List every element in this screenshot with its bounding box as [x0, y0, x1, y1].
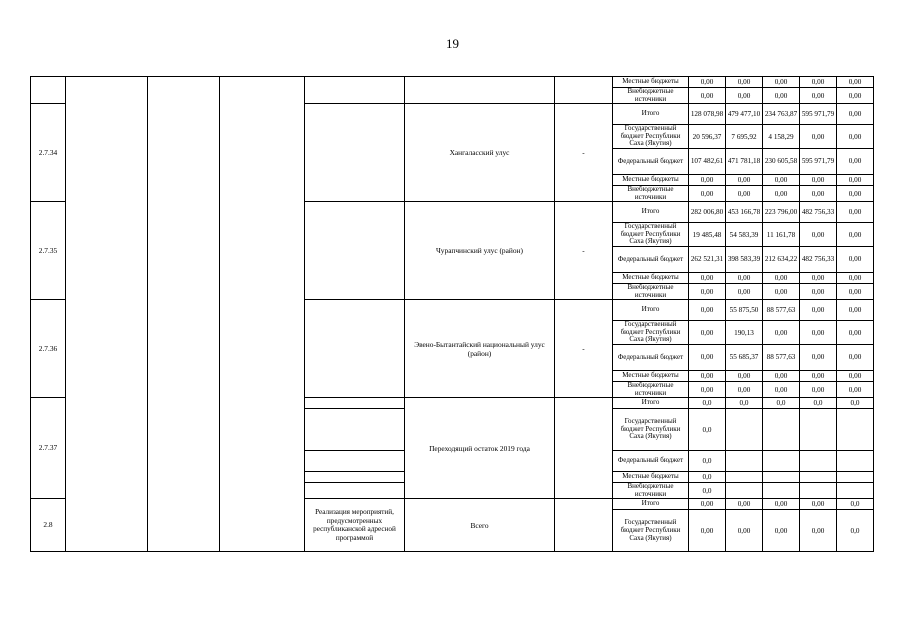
value-cell: 0,00: [689, 321, 726, 345]
section-name: Всего: [405, 499, 555, 552]
value-cell: 0,00: [689, 88, 726, 104]
value-cell: 0,00: [726, 185, 763, 201]
value-cell: 0,00: [800, 272, 837, 283]
empty-cell: [405, 77, 555, 104]
value-cell: 0,00: [726, 381, 763, 397]
value-cell: 0,00: [837, 104, 874, 125]
value-cell: 0,00: [800, 344, 837, 370]
source-label: Итого: [613, 499, 689, 510]
value-cell: 0,00: [689, 344, 726, 370]
value-cell: 262 521,31: [689, 246, 726, 272]
empty-cell: [305, 104, 405, 202]
value-cell: [726, 409, 763, 451]
source-label: Итого: [613, 104, 689, 125]
source-label: Государственный бюджет Республики Саха (Якутия): [613, 223, 689, 247]
source-label: Внебюджетные источники: [613, 185, 689, 201]
source-label: Федеральный бюджет: [613, 344, 689, 370]
value-cell: 7 695,92: [726, 125, 763, 149]
value-cell: 0,00: [837, 381, 874, 397]
value-cell: 0,00: [800, 125, 837, 149]
value-cell: 0,00: [763, 174, 800, 185]
value-cell: 0,0: [763, 398, 800, 409]
value-cell: 0,00: [726, 77, 763, 88]
code-cell: [31, 77, 66, 104]
value-cell: 482 756,33: [800, 246, 837, 272]
value-cell: 0,00: [726, 510, 763, 552]
value-cell: 190,13: [726, 321, 763, 345]
value-cell: 0,00: [763, 77, 800, 88]
section-code: 2.7.37: [31, 398, 66, 499]
value-cell: 398 583,39: [726, 246, 763, 272]
section-description: Реализация мероприятий, предусмотренных республиканской адресной программой: [305, 499, 405, 552]
source-label: Государственный бюджет Республики Саха (Якутия): [613, 125, 689, 149]
value-cell: 453 166,78: [726, 202, 763, 223]
value-cell: 0,00: [800, 223, 837, 247]
value-cell: 0,00: [763, 283, 800, 299]
value-cell: 0,00: [689, 381, 726, 397]
value-cell: 0,00: [800, 88, 837, 104]
value-cell: 0,00: [800, 381, 837, 397]
section-name: Хангаласский улус: [405, 104, 555, 202]
value-cell: 0,0: [689, 409, 726, 451]
value-cell: 0,00: [837, 174, 874, 185]
value-cell: 0,00: [763, 499, 800, 510]
value-cell: 20 596,37: [689, 125, 726, 149]
value-cell: 0,00: [763, 272, 800, 283]
value-cell: 0,00: [689, 77, 726, 88]
value-cell: 0,00: [726, 174, 763, 185]
empty-cell: [305, 451, 405, 472]
source-label: Итого: [613, 300, 689, 321]
value-cell: 212 634,22: [763, 246, 800, 272]
value-cell: 479 477,10: [726, 104, 763, 125]
value-cell: 4 158,29: [763, 125, 800, 149]
value-cell: 0,0: [689, 483, 726, 499]
value-cell: 0,00: [837, 88, 874, 104]
value-cell: 88 577,63: [763, 300, 800, 321]
section-dash: -: [555, 202, 613, 300]
value-cell: [763, 451, 800, 472]
value-cell: 223 796,00: [763, 202, 800, 223]
value-cell: 0,0: [837, 510, 874, 552]
value-cell: [837, 451, 874, 472]
empty-cell: [305, 202, 405, 300]
value-cell: 0,0: [837, 398, 874, 409]
value-cell: 0,00: [763, 321, 800, 345]
table-body: [31, 77, 874, 552]
section-name: Переходящий остаток 2019 года: [405, 398, 555, 499]
value-cell: 0,00: [726, 88, 763, 104]
value-cell: 55 875,50: [726, 300, 763, 321]
value-cell: 88 577,63: [763, 344, 800, 370]
source-label: Федеральный бюджет: [613, 451, 689, 472]
empty-cell: [305, 409, 405, 451]
section-name: Эвено-Бытантайский национальный улус (район): [405, 300, 555, 398]
value-cell: 0,00: [689, 370, 726, 381]
value-cell: 0,0: [837, 499, 874, 510]
section-code: 2.7.35: [31, 202, 66, 300]
value-cell: 0,00: [800, 185, 837, 201]
value-cell: [763, 483, 800, 499]
value-cell: 0,00: [800, 300, 837, 321]
source-label: Местные бюджеты: [613, 174, 689, 185]
value-cell: 0,00: [837, 202, 874, 223]
value-cell: 0,00: [689, 510, 726, 552]
value-cell: [837, 472, 874, 483]
value-cell: 282 006,80: [689, 202, 726, 223]
source-label: Государственный бюджет Республики Саха (Якутия): [613, 510, 689, 552]
value-cell: 0,00: [763, 370, 800, 381]
section-code: 2.7.34: [31, 104, 66, 202]
budget-table: [30, 76, 874, 552]
value-cell: 230 605,58: [763, 148, 800, 174]
value-cell: [763, 409, 800, 451]
value-cell: 0,0: [800, 398, 837, 409]
value-cell: 0,00: [800, 77, 837, 88]
value-cell: 0,00: [837, 283, 874, 299]
value-cell: 0,00: [837, 148, 874, 174]
value-cell: 0,00: [800, 370, 837, 381]
source-label: Федеральный бюджет: [613, 148, 689, 174]
value-cell: [726, 472, 763, 483]
value-cell: 595 971,79: [800, 148, 837, 174]
value-cell: [800, 409, 837, 451]
value-cell: 0,00: [837, 272, 874, 283]
source-label: Внебюджетные источники: [613, 483, 689, 499]
table-row: [31, 77, 874, 88]
section-dash: -: [555, 104, 613, 202]
empty-cell: [220, 77, 305, 552]
source-label: Местные бюджеты: [613, 77, 689, 88]
value-cell: 0,0: [689, 398, 726, 409]
value-cell: 234 763,87: [763, 104, 800, 125]
value-cell: 482 756,33: [800, 202, 837, 223]
value-cell: 0,00: [763, 381, 800, 397]
value-cell: 0,00: [689, 283, 726, 299]
empty-cell: [555, 398, 613, 499]
value-cell: 0,00: [689, 300, 726, 321]
value-cell: [800, 472, 837, 483]
source-label: Внебюджетные источники: [613, 381, 689, 397]
empty-cell: [66, 77, 148, 552]
value-cell: 0,00: [837, 185, 874, 201]
empty-cell: [305, 483, 405, 499]
value-cell: 19 485,48: [689, 223, 726, 247]
value-cell: 0,00: [689, 272, 726, 283]
value-cell: 54 583,39: [726, 223, 763, 247]
value-cell: [837, 483, 874, 499]
value-cell: 0,00: [726, 283, 763, 299]
value-cell: [800, 483, 837, 499]
value-cell: [763, 472, 800, 483]
section-code: 2.7.36: [31, 300, 66, 398]
value-cell: 0,00: [800, 174, 837, 185]
value-cell: 0,00: [763, 185, 800, 201]
source-label: Внебюджетные источники: [613, 88, 689, 104]
value-cell: 471 781,18: [726, 148, 763, 174]
source-label: Внебюджетные источники: [613, 283, 689, 299]
value-cell: 0,00: [800, 510, 837, 552]
source-label: Федеральный бюджет: [613, 246, 689, 272]
value-cell: 0,00: [837, 300, 874, 321]
value-cell: 0,0: [689, 451, 726, 472]
value-cell: 55 685,37: [726, 344, 763, 370]
source-label: Местные бюджеты: [613, 370, 689, 381]
value-cell: 0,00: [726, 499, 763, 510]
value-cell: 595 971,79: [800, 104, 837, 125]
empty-cell: [305, 77, 405, 104]
value-cell: 0,00: [837, 321, 874, 345]
source-label: Местные бюджеты: [613, 472, 689, 483]
page-number: 19: [446, 36, 459, 51]
empty-cell: [305, 472, 405, 483]
value-cell: 0,00: [726, 272, 763, 283]
source-label: Итого: [613, 202, 689, 223]
value-cell: 0,00: [763, 510, 800, 552]
value-cell: 0,00: [800, 499, 837, 510]
value-cell: 0,00: [837, 344, 874, 370]
value-cell: 0,00: [837, 223, 874, 247]
section-name: Чурапчинский улус (район): [405, 202, 555, 300]
source-label: Государственный бюджет Республики Саха (Якутия): [613, 321, 689, 345]
value-cell: 11 161,78: [763, 223, 800, 247]
empty-cell: [555, 77, 613, 104]
section-code: 2.8: [31, 499, 66, 552]
value-cell: 0,00: [763, 88, 800, 104]
empty-cell: [148, 77, 220, 552]
empty-cell: [305, 398, 405, 409]
value-cell: 0,00: [800, 283, 837, 299]
value-cell: 0,00: [689, 185, 726, 201]
value-cell: 0,0: [689, 472, 726, 483]
section-dash: -: [555, 300, 613, 398]
value-cell: 0,0: [726, 398, 763, 409]
value-cell: 0,00: [837, 125, 874, 149]
source-label: Местные бюджеты: [613, 272, 689, 283]
value-cell: 0,00: [837, 77, 874, 88]
value-cell: [837, 409, 874, 451]
value-cell: [726, 483, 763, 499]
value-cell: 128 078,98: [689, 104, 726, 125]
source-label: Государственный бюджет Республики Саха (Якутия): [613, 409, 689, 451]
empty-cell: [305, 300, 405, 398]
value-cell: 0,00: [726, 370, 763, 381]
value-cell: 0,00: [689, 174, 726, 185]
empty-cell: [555, 499, 613, 552]
value-cell: [800, 451, 837, 472]
value-cell: 0,00: [800, 321, 837, 345]
source-label: Итого: [613, 398, 689, 409]
value-cell: 107 482,61: [689, 148, 726, 174]
value-cell: [726, 451, 763, 472]
value-cell: 0,00: [837, 370, 874, 381]
value-cell: 0,00: [837, 246, 874, 272]
value-cell: 0,00: [689, 499, 726, 510]
